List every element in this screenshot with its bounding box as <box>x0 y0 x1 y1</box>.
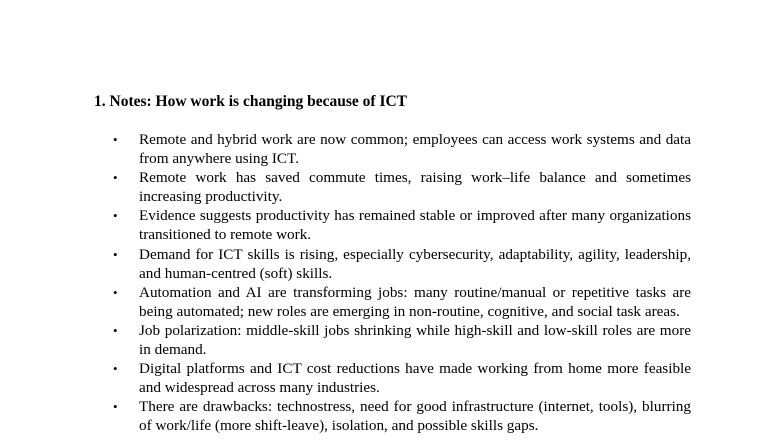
note-item <box>95 397 691 435</box>
bullet-icon: • <box>113 284 118 300</box>
note-text: Remote work has saved commute times, raising work–life balance and sometimes increasing productivity. <box>139 169 691 206</box>
section-heading: 1. Notes: How work is changing because of ICT <box>94 93 408 110</box>
note-item <box>95 321 691 359</box>
note-item <box>95 359 691 397</box>
note-item <box>95 283 691 321</box>
note-text: Job polarization: middle-skill jobs shrinking while high-skill and low-skill roles are more in demand. <box>139 321 691 359</box>
note-text: Automation and AI are transforming jobs: many routine/manual or repetitive tasks are being automated; new roles are emerging in non-routine, cognitive, and social task areas. <box>139 283 691 320</box>
note-item <box>95 168 691 206</box>
note-item <box>95 206 691 244</box>
bullet-icon: • <box>113 246 118 262</box>
bullet-icon: • <box>113 132 118 147</box>
note-text: Digital platforms and ICT cost reductions have made working from home more feasible and widespread across many industries. <box>139 360 691 397</box>
note-text: There are drawbacks: technostress, need for good infrastructure (internet, tools), blurring of work/life (more shift-leave), isolation, and possible skills gaps. <box>139 398 691 435</box>
note-text: Remote and hybrid work are now common; employees can access work systems and data from anywhere using ICT. <box>139 131 691 168</box>
bullet-icon: • <box>113 322 118 338</box>
note-text: Demand for ICT skills is rising, especially cybersecurity, adaptability, agility, leadership, and human-centred (soft) skills. <box>139 245 691 282</box>
bullet-icon: • <box>113 361 118 377</box>
note-item <box>95 245 691 283</box>
bullet-icon: • <box>113 170 118 186</box>
note-text: Evidence suggests productivity has remained stable or improved after many organizations transitioned to remote work. <box>139 207 691 244</box>
bullet-icon: • <box>113 399 118 415</box>
notes-list <box>95 130 691 436</box>
bullet-icon: • <box>113 208 118 224</box>
note-item <box>95 130 691 168</box>
